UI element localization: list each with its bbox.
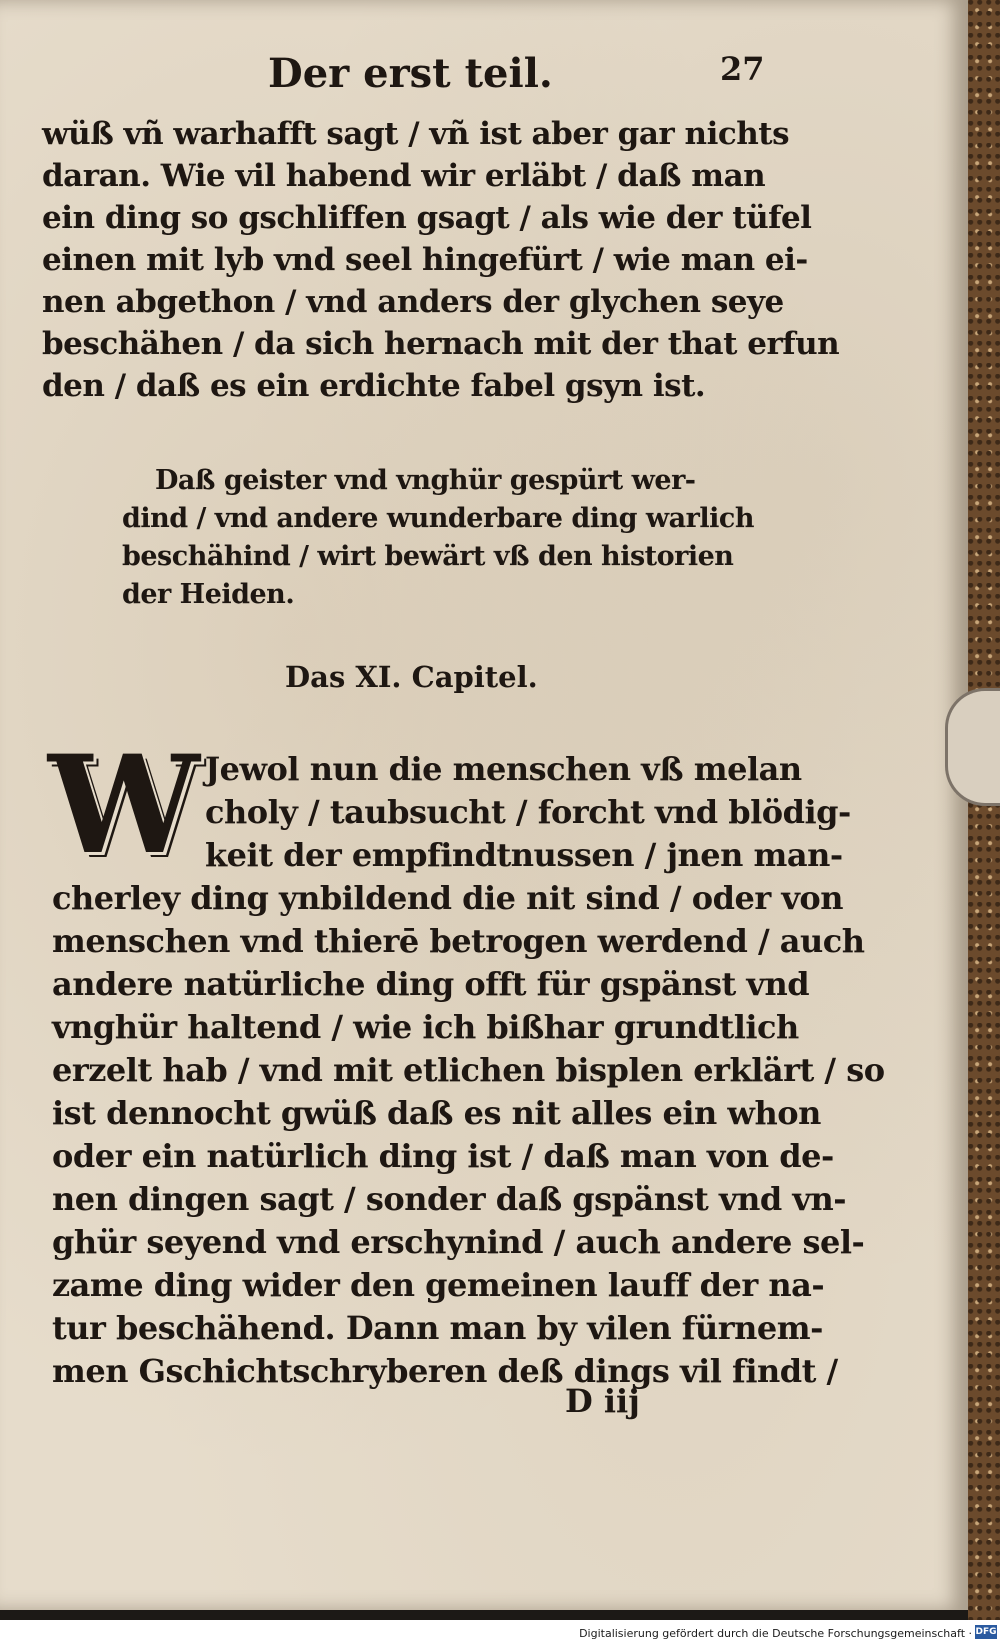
summary-line: dind / vnd andere wunderbare ding warlich	[122, 503, 754, 534]
text-line: vnghür haltend / wie ich bißhar grundtlich	[52, 1008, 799, 1046]
signature-mark: D iij	[565, 1382, 640, 1420]
text-line: choly / taubsucht / forcht vnd blödig-	[205, 793, 851, 831]
text-line: keit der empfindtnussen / jnen man-	[205, 836, 843, 874]
text-line: ein ding so gschliffen gsagt / als wie der tüfel	[42, 200, 812, 236]
text-line: Jewol nun die menschen vß melan	[205, 750, 802, 788]
text-line: zame ding wider den gemeinen lauff der na-	[52, 1266, 825, 1304]
text-line: menschen vnd thierē betrogen werdend / auch	[52, 922, 865, 960]
chapter-heading: Das XI. Capitel.	[285, 660, 538, 694]
digitization-credit: Digitalisierung gefördert durch die Deutsche Forschungsgemeinschaft ·	[579, 1627, 972, 1640]
text-line: cherley ding ynbildend die nit sind / oder von	[52, 879, 844, 917]
text-line: oder ein natürlich ding ist / daß man von de-	[52, 1137, 834, 1175]
summary-line: beschähind / wirt bewärt vß den historien	[122, 541, 734, 572]
text-line: erzelt hab / vnd mit etlichen bisplen erklärt / so	[52, 1051, 885, 1089]
text-line: andere natürliche ding offt für gspänst vnd	[52, 965, 810, 1003]
book-edge	[968, 0, 1000, 1620]
text-line: ist dennocht gwüß daß es nit alles ein whon	[52, 1094, 821, 1132]
summary-line: Daß geister vnd vnghür gespürt wer-	[155, 465, 696, 496]
text-line: einen mit lyb vnd seel hingefürt / wie man ei-	[42, 242, 808, 278]
page-clip-tab	[945, 688, 1000, 806]
text-line: den / daß es ein erdichte fabel gsyn ist.	[42, 368, 706, 404]
text-line: daran. Wie vil habend wir erläbt / daß man	[42, 158, 766, 194]
summary-line: der Heiden.	[122, 579, 295, 610]
dfg-logo-icon: DFG	[975, 1627, 997, 1637]
text-line: tur beschähend. Dann man by vilen fürnem-	[52, 1309, 823, 1347]
text-line: beschähen / da sich hernach mit der that erfun	[42, 326, 840, 362]
page-number: 27	[720, 50, 765, 88]
running-head: Der erst teil.	[268, 50, 553, 97]
text-line: ghür seyend vnd erschynind / auch andere sel-	[52, 1223, 865, 1261]
decorated-initial: W	[48, 725, 200, 884]
text-line: nen dingen sagt / sonder daß gspänst vnd vn-	[52, 1180, 846, 1218]
text-line: nen abgethon / vnd anders der glychen seye	[42, 284, 784, 320]
text-line: men Gschichtschryberen deß dings vil findt /	[52, 1352, 838, 1390]
text-line: wüß vñ warhafft sagt / vñ ist aber gar nichts	[42, 116, 790, 152]
